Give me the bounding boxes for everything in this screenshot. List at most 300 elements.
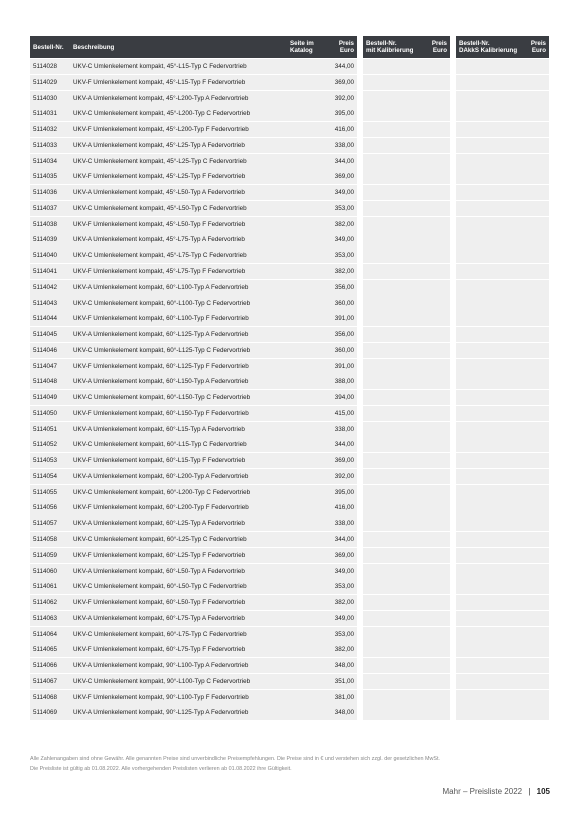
price-cell: 338,00 xyxy=(327,138,357,153)
order-number-cell: 5114030 xyxy=(30,91,70,106)
calibration-cell xyxy=(363,280,450,295)
description-cell: UKV-C Umlenkelement kompakt, 60°-L50-Typ C Federvortrieb xyxy=(70,579,287,594)
calibration-cell xyxy=(363,658,450,673)
table-row xyxy=(30,422,550,437)
table-row xyxy=(30,437,550,452)
order-number-cell: 5114041 xyxy=(30,264,70,279)
header-dakks-nr-line2: DAkkS Kalibrierung xyxy=(459,47,518,54)
header-dakks-price-line2: Euro xyxy=(531,47,546,54)
order-number-cell: 5114066 xyxy=(30,658,70,673)
order-number-cell: 5114028 xyxy=(30,59,70,74)
catalog-page-cell xyxy=(287,311,327,326)
table-row xyxy=(30,217,550,232)
table-row xyxy=(30,516,550,531)
order-number-cell: 5114052 xyxy=(30,437,70,452)
header-price-line2: Euro xyxy=(339,47,354,54)
table-row xyxy=(30,374,550,389)
description-cell: UKV-A Umlenkelement kompakt, 45°-L75-Typ A Federvortrieb xyxy=(70,232,287,247)
price-cell: 356,00 xyxy=(327,280,357,295)
header-calibration-nr-line2: mit Kalibrierung xyxy=(366,47,414,54)
price-cell: 344,00 xyxy=(327,532,357,547)
order-number-cell: 5114056 xyxy=(30,500,70,515)
price-cell: 338,00 xyxy=(327,516,357,531)
calibration-cell xyxy=(363,359,450,374)
order-number-cell: 5114034 xyxy=(30,154,70,169)
catalog-page-cell xyxy=(287,264,327,279)
dakks-cell xyxy=(456,564,549,579)
price-cell: 338,00 xyxy=(327,422,357,437)
catalog-page-cell xyxy=(287,280,327,295)
header-catalog-page-line2: Katalog xyxy=(290,47,313,54)
calibration-cell xyxy=(363,122,450,137)
disclaimer-line2: Die Preisliste ist gültig ab 01.08.2022. Alle vorhergehenden Preislisten verlieren ab 01.08.2022 ihre Gültigkeit. xyxy=(30,766,292,772)
price-cell: 360,00 xyxy=(327,295,357,310)
price-cell: 369,00 xyxy=(327,548,357,563)
calibration-cell xyxy=(363,422,450,437)
page-footer xyxy=(443,787,551,796)
dakks-cell xyxy=(456,185,549,200)
table-row xyxy=(30,75,550,90)
catalog-page-cell xyxy=(287,642,327,657)
order-number-cell: 5114067 xyxy=(30,674,70,689)
description-cell: UKV-F Umlenkelement kompakt, 60°-L15-Typ F Federvortrieb xyxy=(70,453,287,468)
price-cell: 382,00 xyxy=(327,595,357,610)
catalog-page-cell xyxy=(287,611,327,626)
calibration-cell xyxy=(363,75,450,90)
catalog-page-cell xyxy=(287,359,327,374)
table-row xyxy=(30,390,550,405)
calibration-cell xyxy=(363,201,450,216)
price-cell: 416,00 xyxy=(327,500,357,515)
dakks-cell xyxy=(456,437,549,452)
catalog-page-cell xyxy=(287,75,327,90)
table-row xyxy=(30,201,550,216)
price-cell: 381,00 xyxy=(327,690,357,705)
order-number-cell: 5114065 xyxy=(30,642,70,657)
price-cell: 353,00 xyxy=(327,579,357,594)
catalog-page-cell xyxy=(287,705,327,720)
order-number-cell: 5114062 xyxy=(30,595,70,610)
calibration-cell xyxy=(363,106,450,121)
header-catalog-page xyxy=(287,36,327,58)
calibration-cell xyxy=(363,217,450,232)
order-number-cell: 5114047 xyxy=(30,359,70,374)
order-number-cell: 5114059 xyxy=(30,548,70,563)
dakks-cell xyxy=(456,359,549,374)
price-cell: 391,00 xyxy=(327,359,357,374)
order-number-cell: 5114042 xyxy=(30,280,70,295)
header-catalog-page-line1: Seite im xyxy=(290,40,314,47)
catalog-page-cell xyxy=(287,595,327,610)
order-number-cell: 5114032 xyxy=(30,122,70,137)
dakks-cell xyxy=(456,280,549,295)
page-number: 105 xyxy=(536,787,550,796)
catalog-page-cell xyxy=(287,201,327,216)
order-number-cell: 5114039 xyxy=(30,232,70,247)
description-cell: UKV-C Umlenkelement kompakt, 90°-L100-Typ C Federvortrieb xyxy=(70,674,287,689)
description-cell: UKV-C Umlenkelement kompakt, 60°-L200-Typ C Federvortrieb xyxy=(70,485,287,500)
description-cell: UKV-A Umlenkelement kompakt, 60°-L150-Typ A Federvortrieb xyxy=(70,374,287,389)
description-cell: UKV-C Umlenkelement kompakt, 60°-L150-Typ C Federvortrieb xyxy=(70,390,287,405)
catalog-page-cell xyxy=(287,185,327,200)
description-cell: UKV-F Umlenkelement kompakt, 60°-L100-Typ F Federvortrieb xyxy=(70,311,287,326)
header-calibration-price-line1: Preis xyxy=(431,40,447,47)
dakks-cell xyxy=(456,295,549,310)
dakks-cell xyxy=(456,595,549,610)
table-row xyxy=(30,295,550,310)
price-cell: 348,00 xyxy=(327,658,357,673)
description-cell: UKV-A Umlenkelement kompakt, 60°-L25-Typ A Federvortrieb xyxy=(70,516,287,531)
description-cell: UKV-A Umlenkelement kompakt, 45°-L25-Typ A Federvortrieb xyxy=(70,138,287,153)
description-cell: UKV-F Umlenkelement kompakt, 60°-L150-Typ F Federvortrieb xyxy=(70,406,287,421)
calibration-cell xyxy=(363,390,450,405)
description-cell: UKV-A Umlenkelement kompakt, 45°-L50-Typ A Federvortrieb xyxy=(70,185,287,200)
table-row xyxy=(30,264,550,279)
calibration-cell xyxy=(363,327,450,342)
dakks-cell xyxy=(456,627,549,642)
calibration-cell xyxy=(363,705,450,720)
dakks-cell xyxy=(456,642,549,657)
catalog-page-cell xyxy=(287,658,327,673)
calibration-cell xyxy=(363,642,450,657)
catalog-page-cell xyxy=(287,217,327,232)
order-number-cell: 5114061 xyxy=(30,579,70,594)
dakks-cell xyxy=(456,516,549,531)
calibration-cell xyxy=(363,674,450,689)
dakks-cell xyxy=(456,122,549,137)
order-number-cell: 5114058 xyxy=(30,532,70,547)
order-number-cell: 5114049 xyxy=(30,390,70,405)
description-cell: UKV-A Umlenkelement kompakt, 60°-L75-Typ A Federvortrieb xyxy=(70,611,287,626)
price-cell: 391,00 xyxy=(327,311,357,326)
calibration-cell xyxy=(363,485,450,500)
table-row xyxy=(30,280,550,295)
dakks-cell xyxy=(456,406,549,421)
order-number-cell: 5114044 xyxy=(30,311,70,326)
dakks-cell xyxy=(456,390,549,405)
order-number-cell: 5114051 xyxy=(30,422,70,437)
table-row xyxy=(30,122,550,137)
description-cell: UKV-A Umlenkelement kompakt, 60°-L200-Typ A Federvortrieb xyxy=(70,469,287,484)
calibration-cell xyxy=(363,248,450,263)
calibration-cell xyxy=(363,138,450,153)
catalog-page-cell xyxy=(287,122,327,137)
catalog-page-cell xyxy=(287,469,327,484)
table-row xyxy=(30,611,550,626)
table-row xyxy=(30,406,550,421)
dakks-cell xyxy=(456,705,549,720)
table-row xyxy=(30,154,550,169)
dakks-cell xyxy=(456,532,549,547)
table-row xyxy=(30,169,550,184)
order-number-cell: 5114064 xyxy=(30,627,70,642)
catalog-page-cell xyxy=(287,59,327,74)
description-cell: UKV-C Umlenkelement kompakt, 45°-L75-Typ C Federvortrieb xyxy=(70,248,287,263)
dakks-cell xyxy=(456,59,549,74)
calibration-cell xyxy=(363,453,450,468)
description-cell: UKV-A Umlenkelement kompakt, 60°-L100-Typ A Federvortrieb xyxy=(70,280,287,295)
dakks-cell xyxy=(456,500,549,515)
order-number-cell: 5114040 xyxy=(30,248,70,263)
catalog-page-cell xyxy=(287,453,327,468)
table-row xyxy=(30,658,550,673)
catalog-page-cell xyxy=(287,437,327,452)
price-cell: 382,00 xyxy=(327,217,357,232)
table-row xyxy=(30,327,550,342)
description-cell: UKV-A Umlenkelement kompakt, 60°-L125-Typ A Federvortrieb xyxy=(70,327,287,342)
calibration-cell xyxy=(363,91,450,106)
calibration-cell xyxy=(363,611,450,626)
description-cell: UKV-F Umlenkelement kompakt, 45°-L75-Typ F Federvortrieb xyxy=(70,264,287,279)
order-number-cell: 5114029 xyxy=(30,75,70,90)
header-dakks-nr-line1: Bestell-Nr. xyxy=(459,40,490,47)
price-cell: 349,00 xyxy=(327,185,357,200)
price-cell: 360,00 xyxy=(327,343,357,358)
calibration-cell xyxy=(363,564,450,579)
catalog-page-cell xyxy=(287,374,327,389)
price-cell: 394,00 xyxy=(327,390,357,405)
price-cell: 344,00 xyxy=(327,59,357,74)
header-dakks-price-line1: Preis xyxy=(530,40,546,47)
order-number-cell: 5114038 xyxy=(30,217,70,232)
table-row xyxy=(30,185,550,200)
price-cell: 344,00 xyxy=(327,154,357,169)
price-cell: 351,00 xyxy=(327,674,357,689)
calibration-cell xyxy=(363,406,450,421)
dakks-cell xyxy=(456,674,549,689)
order-number-cell: 5114057 xyxy=(30,516,70,531)
dakks-cell xyxy=(456,75,549,90)
header-description-label: Beschreibung xyxy=(73,43,115,51)
dakks-cell xyxy=(456,374,549,389)
table-row xyxy=(30,311,550,326)
table-row xyxy=(30,579,550,594)
dakks-cell xyxy=(456,106,549,121)
order-number-cell: 5114043 xyxy=(30,295,70,310)
calibration-cell xyxy=(363,264,450,279)
dakks-cell xyxy=(456,138,549,153)
catalog-page-cell xyxy=(287,500,327,515)
dakks-cell xyxy=(456,485,549,500)
catalog-page-cell xyxy=(287,422,327,437)
header-price-line1: Preis xyxy=(338,40,354,47)
table-row xyxy=(30,500,550,515)
price-cell: 353,00 xyxy=(327,248,357,263)
price-cell: 356,00 xyxy=(327,327,357,342)
catalog-page-cell xyxy=(287,690,327,705)
header-price xyxy=(327,36,357,58)
description-cell: UKV-F Umlenkelement kompakt, 45°-L200-Typ F Federvortrieb xyxy=(70,122,287,137)
description-cell: UKV-C Umlenkelement kompakt, 60°-L75-Typ C Federvortrieb xyxy=(70,627,287,642)
order-number-cell: 5114031 xyxy=(30,106,70,121)
description-cell: UKV-F Umlenkelement kompakt, 60°-L200-Typ F Federvortrieb xyxy=(70,500,287,515)
dakks-cell xyxy=(456,154,549,169)
dakks-cell xyxy=(456,201,549,216)
header-order-number-label: Bestell-Nr. xyxy=(33,43,64,51)
price-cell: 369,00 xyxy=(327,453,357,468)
description-cell: UKV-C Umlenkelement kompakt, 60°-L15-Typ C Federvortrieb xyxy=(70,437,287,452)
order-number-cell: 5114060 xyxy=(30,564,70,579)
table-row xyxy=(30,59,550,74)
calibration-cell xyxy=(363,469,450,484)
calibration-cell xyxy=(363,595,450,610)
description-cell: UKV-F Umlenkelement kompakt, 45°-L15-Typ F Federvortrieb xyxy=(70,75,287,90)
calibration-cell xyxy=(363,579,450,594)
price-cell: 415,00 xyxy=(327,406,357,421)
price-cell: 348,00 xyxy=(327,705,357,720)
order-number-cell: 5114068 xyxy=(30,690,70,705)
dakks-cell xyxy=(456,611,549,626)
catalog-page-cell xyxy=(287,532,327,547)
order-number-cell: 5114069 xyxy=(30,705,70,720)
price-cell: 392,00 xyxy=(327,469,357,484)
header-calibration-nr-line1: Bestell-Nr. xyxy=(366,40,397,47)
price-cell: 392,00 xyxy=(327,91,357,106)
calibration-cell xyxy=(363,548,450,563)
disclaimer xyxy=(30,754,560,774)
price-cell: 369,00 xyxy=(327,75,357,90)
table-row xyxy=(30,343,550,358)
catalog-page-cell xyxy=(287,390,327,405)
order-number-cell: 5114035 xyxy=(30,169,70,184)
order-number-cell: 5114036 xyxy=(30,185,70,200)
price-cell: 344,00 xyxy=(327,437,357,452)
order-number-cell: 5114050 xyxy=(30,406,70,421)
price-cell: 395,00 xyxy=(327,106,357,121)
table-row xyxy=(30,469,550,484)
price-cell: 353,00 xyxy=(327,627,357,642)
table-header xyxy=(30,36,550,58)
dakks-cell xyxy=(456,422,549,437)
description-cell: UKV-C Umlenkelement kompakt, 45°-L25-Typ C Federvortrieb xyxy=(70,154,287,169)
description-cell: UKV-F Umlenkelement kompakt, 60°-L125-Typ F Federvortrieb xyxy=(70,359,287,374)
catalog-page-cell xyxy=(287,516,327,531)
description-cell: UKV-C Umlenkelement kompakt, 45°-L50-Typ C Federvortrieb xyxy=(70,201,287,216)
catalog-page-cell xyxy=(287,327,327,342)
table-row xyxy=(30,453,550,468)
table-row xyxy=(30,548,550,563)
price-cell: 416,00 xyxy=(327,122,357,137)
table-row xyxy=(30,595,550,610)
description-cell: UKV-F Umlenkelement kompakt, 60°-L25-Typ F Federvortrieb xyxy=(70,548,287,563)
dakks-cell xyxy=(456,232,549,247)
calibration-cell xyxy=(363,232,450,247)
dakks-cell xyxy=(456,248,549,263)
price-table xyxy=(30,36,550,721)
document-title: Mahr – Preisliste 2022 xyxy=(442,787,523,796)
header-dakks xyxy=(456,36,549,58)
dakks-cell xyxy=(456,469,549,484)
calibration-cell xyxy=(363,59,450,74)
catalog-page-cell xyxy=(287,674,327,689)
calibration-cell xyxy=(363,311,450,326)
table-row xyxy=(30,485,550,500)
order-number-cell: 5114037 xyxy=(30,201,70,216)
table-row xyxy=(30,627,550,642)
table-row xyxy=(30,705,550,720)
catalog-page-cell xyxy=(287,627,327,642)
description-cell: UKV-A Umlenkelement kompakt, 45°-L200-Typ A Federvortrieb xyxy=(70,91,287,106)
order-number-cell: 5114048 xyxy=(30,374,70,389)
disclaimer-line1: Alle Zahlenangaben sind ohne Gewähr. Alle genannten Preise sind unverbindliche Preisempfehlungen. Die Preise sind in € und verstehen sich zzgl. der gesetzlichen MwSt. xyxy=(30,756,440,762)
table-row xyxy=(30,690,550,705)
price-cell: 395,00 xyxy=(327,485,357,500)
catalog-page-cell xyxy=(287,106,327,121)
dakks-cell xyxy=(456,690,549,705)
catalog-page-cell xyxy=(287,485,327,500)
catalog-page-cell xyxy=(287,248,327,263)
price-cell: 369,00 xyxy=(327,169,357,184)
catalog-page-cell xyxy=(287,91,327,106)
order-number-cell: 5114054 xyxy=(30,469,70,484)
description-cell: UKV-A Umlenkelement kompakt, 90°-L125-Typ A Federvortrieb xyxy=(70,705,287,720)
calibration-cell xyxy=(363,500,450,515)
calibration-cell xyxy=(363,374,450,389)
description-cell: UKV-C Umlenkelement kompakt, 60°-L25-Typ C Federvortrieb xyxy=(70,532,287,547)
price-cell: 382,00 xyxy=(327,642,357,657)
price-cell: 382,00 xyxy=(327,264,357,279)
dakks-cell xyxy=(456,169,549,184)
dakks-cell xyxy=(456,217,549,232)
header-calibration xyxy=(363,36,450,58)
calibration-cell xyxy=(363,690,450,705)
table-row xyxy=(30,674,550,689)
table-row xyxy=(30,564,550,579)
catalog-page-cell xyxy=(287,154,327,169)
calibration-cell xyxy=(363,343,450,358)
header-calibration-price-line2: Euro xyxy=(432,47,447,54)
description-cell: UKV-C Umlenkelement kompakt, 60°-L100-Typ C Federvortrieb xyxy=(70,295,287,310)
calibration-cell xyxy=(363,627,450,642)
description-cell: UKV-C Umlenkelement kompakt, 45°-L200-Typ C Federvortrieb xyxy=(70,106,287,121)
calibration-cell xyxy=(363,437,450,452)
price-cell: 388,00 xyxy=(327,374,357,389)
order-number-cell: 5114063 xyxy=(30,611,70,626)
footer-separator: | xyxy=(528,787,531,796)
header-description xyxy=(70,36,287,58)
dakks-cell xyxy=(456,453,549,468)
dakks-cell xyxy=(456,264,549,279)
calibration-cell xyxy=(363,516,450,531)
dakks-cell xyxy=(456,658,549,673)
dakks-cell xyxy=(456,343,549,358)
calibration-cell xyxy=(363,532,450,547)
table-row xyxy=(30,138,550,153)
price-cell: 349,00 xyxy=(327,564,357,579)
calibration-cell xyxy=(363,185,450,200)
description-cell: UKV-F Umlenkelement kompakt, 45°-L50-Typ F Federvortrieb xyxy=(70,217,287,232)
order-number-cell: 5114055 xyxy=(30,485,70,500)
catalog-page-cell xyxy=(287,232,327,247)
catalog-page-cell xyxy=(287,406,327,421)
table-body xyxy=(30,59,550,720)
dakks-cell xyxy=(456,311,549,326)
order-number-cell: 5114045 xyxy=(30,327,70,342)
description-cell: UKV-A Umlenkelement kompakt, 60°-L50-Typ A Federvortrieb xyxy=(70,564,287,579)
catalog-page-cell xyxy=(287,548,327,563)
table-row xyxy=(30,248,550,263)
description-cell: UKV-F Umlenkelement kompakt, 60°-L50-Typ F Federvortrieb xyxy=(70,595,287,610)
header-order-number xyxy=(30,36,70,58)
catalog-page-cell xyxy=(287,169,327,184)
price-cell: 353,00 xyxy=(327,201,357,216)
order-number-cell: 5114033 xyxy=(30,138,70,153)
dakks-cell xyxy=(456,548,549,563)
dakks-cell xyxy=(456,91,549,106)
catalog-page-cell xyxy=(287,343,327,358)
description-cell: UKV-A Umlenkelement kompakt, 60°-L15-Typ A Federvortrieb xyxy=(70,422,287,437)
description-cell: UKV-C Umlenkelement kompakt, 45°-L15-Typ C Federvortrieb xyxy=(70,59,287,74)
